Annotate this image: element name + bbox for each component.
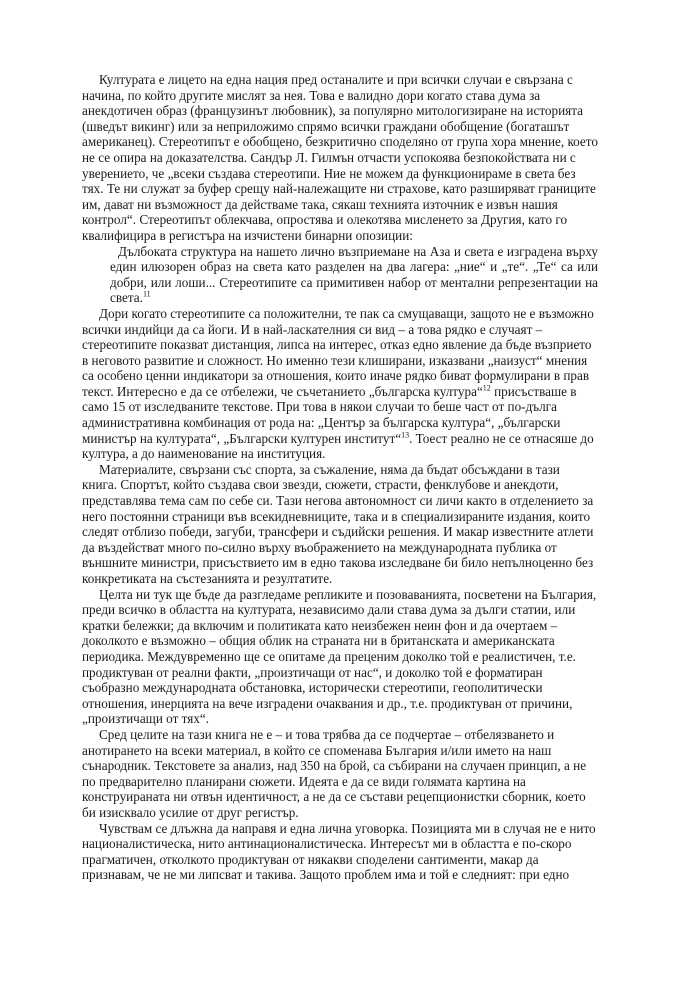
paragraph-text: Материалите, свързани със спорта, за съжаление, няма да бъдат обсъждани в тази книга. Спортът, който създава свои звезди, сюжети, страсти, фенклубове и анекдоти, представлява тема сам по себе си. Тази негова автономност си личи както в отделението за него постоянни страници във всекидневниците, така и в специализираните издания, които следят отблизо победи, загуби, трансфери и съдийски решения. И макар известните атлети да въздействат много по-силно върху въображението на международната публика от външните министри, присъствието им в едно такова изследване би било непълноценно без конкретиката на състезанията и резултатите.: [82, 461, 594, 586]
paragraph-book-aims: [82, 727, 598, 821]
paragraph-personal-note: [82, 821, 598, 883]
paragraph-text: Целта ни тук ще бъде да разгледаме репликите и позоваванията, посветени на България, преди всичко в областта на културата, независимо дали става дума за дълги статии, или кратки бележки; да включим и политиката като неизбежен неин фон и да очертаем – доколкото е възможно – общия облик на страната ни в британската и американската периодика. Междувременно ще се опитаме да преценим доколко той е реалистичен, т.е. продиктуван от реални факти, „произтичащи от нас“, и доколко той е форматиран съобразно международната обстановка, исторически стереотипи, геополитически отношения, инерцията на вече изградени очаквания и др., т.е. продиктуван от причини, „произтичащи от тях“.: [82, 586, 597, 727]
paragraph-text-continued: присъстваше в само 15 от изследваните текстове. При това в някои случаи то беше част от по-дълга административна комбинация от рода на: „Център за българска култура“, „български министър на културата“, „Български културен институт“: [82, 383, 577, 446]
paragraph-goal: [82, 587, 598, 727]
footnote-marker: 11: [142, 289, 151, 299]
footnote-marker: 12: [482, 383, 491, 393]
paragraph-sport: [82, 462, 598, 587]
paragraph-text: Културата е лицето на една нация пред останалите и при всички случаи е свързана с начина, по който другите мислят за нея. Това е валидно дори когато става дума за анекдотичен образ (французинът любовник), за популярно митологизиране на историята (шведът викинг) или за неприложимо спрямо всички граждани обобщение (богаташът американец). Стереотипът е обобщено, безкритично споделяно от група хора мнение, което не се опира на доказателства. Сандър Л. Гилмън отчасти успокоява безпокойствата ни с уверението, че „всеки създава стереотипи. Ние не можем да функционираме в света без тях. Те ни служат за буфер срещу най-належащите ни страхове, като разширяват границите им, дават ни възможност да действаме така, сякаш технията източник е извън нашия контрол“. Стереотипът облекчава, опростява и олекотява мисленето за Другия, като го квалифицира в регистъра на изчистени бинарни опозиции:: [82, 72, 598, 243]
paragraph-positive-stereotypes: [82, 306, 598, 462]
paragraph-text-end: . Тоест реално не се отнасяше до култура, а до наименование на институция.: [82, 430, 594, 462]
paragraph-culture-stereotypes: [82, 72, 598, 244]
quote-text: Дълбоката структура на нашето лично възприемане на Аза и света е изградена върху един илюзорен образ на света като разделен на два лагера: „ние“ и „те“. „Те“ са или добри, или лоши... Стереотипите са примитивен набор от ментални репрезентации на света.: [110, 243, 598, 306]
block-quote: [110, 244, 598, 306]
paragraph-text: Сред целите на тази книга не е – и това трябва да се подчертае – отбелязването и анотирането на всеки материал, в който се споменава България и/или името на наш сънародник. Текстовете за анализ, над 350 на брой, са събирани на случаен принцип, а не по предварително планирани сюжети. Идеята е да се види голямата картина на конструираната ни отвън идентичност, а не да се състави рецепционистки сборник, което би изисквало усилие от друг регистър.: [82, 726, 587, 820]
footnote-marker: 13: [401, 430, 410, 440]
paragraph-text: Дори когато стереотипите са положителни, те пак са смущаващи, защото не е възможно всички индийци да са йоги. И в най-ласкателния си вид – а това рядко е случаят – стереотипите показват дистанция, липса на интерес, отказ едно явление да бъде възприето в неговото развитие и сложност. Но именно тези клиширани, изказвани „наизуст“ мнения са особено ценни индикатори за отношения, които иначе рядко биват формулирани в прав текст. Интересно е да се отбележи, че съчетанието „българска култура“: [82, 305, 594, 399]
paragraph-text: Чувствам се длъжна да направя и една лична уговорка. Позицията ми в случая не е нито националистическа, нито антинационалистическа. Интересът ми в областта е по-скоро прагматичен, отколкото продиктуван от някакви споделени сантименти, макар да признавам, че не ми липсват и такива. Защото проблем има и той е следният: при едно: [82, 820, 596, 883]
